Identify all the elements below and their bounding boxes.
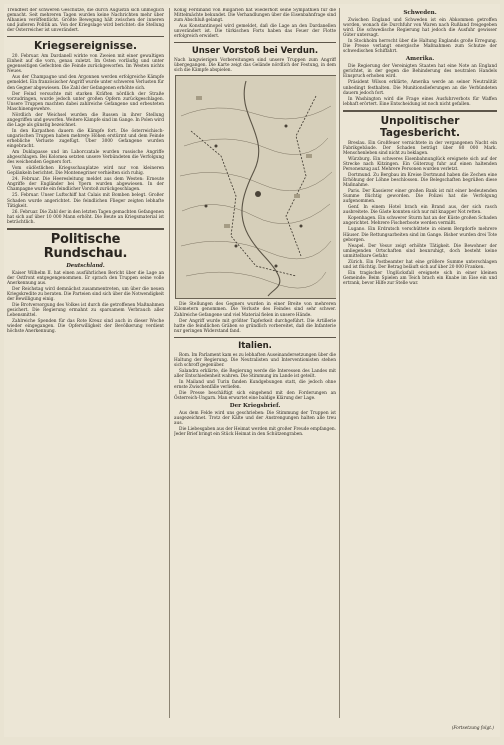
map-illustration xyxy=(176,76,336,298)
paragraph: Vom südöstlichen Kriegsschauplatze wird nur von kleineren Geplänkeln berichtet. Die Montenegriner verhielten sich ruhig. xyxy=(7,166,164,177)
divider xyxy=(174,42,336,43)
divider xyxy=(7,36,164,37)
section-heading-schweden: Schweden. xyxy=(403,10,437,16)
paragraph: Zahlreiche Spenden für das Rote Kreuz sind auch in dieser Woche wieder eingegangen. Die Opferwilligkeit der Bevölkerung verdient höchste Anerkennung. xyxy=(7,319,164,335)
map-verdun xyxy=(175,75,336,299)
paragraph: Ein tragischer Unglücksfall ereignete sich in einer kleinen Gemeinde: Beim Spielen am Teich brach ein Knabe im Eise ein und ertrank, bevor Hilfe zur Stelle war. xyxy=(343,270,497,286)
intro-text xyxy=(7,8,164,33)
map-heading: Unser Vorstoß bei Verdun. xyxy=(191,46,319,57)
paragraph: Am Duklapasse und im Laborczatale wurden russische Angriffe abgeschlagen. Bei Kolomea setzten unsere Verbündeten die Verfolgung des weichenden Gegners fort. xyxy=(7,150,164,166)
newspaper-page xyxy=(4,4,500,737)
rundschau-body xyxy=(7,271,164,335)
divider xyxy=(7,228,164,230)
kriegsbrief-body xyxy=(174,411,336,437)
kriegsereignisse-body xyxy=(7,54,164,225)
paragraph: Trendfest der schweren Geschütze, die durch Augustin sich unmöglich gemacht. Seit mehreren Tagen wurden keine Nachrichten mehr über Albanien veröffentlicht. Größte Bewegung hält zwischen der inneren und äußeren Politik an. Von der Kriegslage wird berichtet: die Stellung der Österreicher ist unverändert. xyxy=(7,8,164,34)
paragraph: Rom. Im Parlament kam es zu lebhaften Auseinandersetzungen über die Haltung der Regierung. Die Neutralisten und Interventionisten stehen sich schroff gegenüber. xyxy=(174,352,336,368)
paragraph: Dortmund. Zu Bergbau im Kreise Dortmund haben die Zechen eine Erhöhung der Löhne beschlossen. Die Belegschaften begrüßen diese Maßnahme. xyxy=(343,172,497,189)
paragraph: Paris. Der Kassierer einer großen Bank ist mit einer bedeutenden Summe flüchtig geworden. Die Polizei hat die Verfolgung aufgenommen. xyxy=(343,189,497,205)
paragraph: Der Reichstag wird demnächst zusammentreten, um über die neuen Kriegskredite zu beraten. Die Parteien sind sich über die Notwendigkeit der Bewilligung einig. xyxy=(7,286,164,302)
paragraph: 24. Februar. Die Heeresleitung meldet aus dem Westen: Erneute Angriffe der Engländer bei Ypern wurden abgewiesen. In der Champagne wurde ein feindlicher Vorstoß zurückgeschlagen. xyxy=(7,177,164,193)
intro-text xyxy=(174,8,336,39)
paragraph: Nach langwierigen Vorbereitungen sind unsere Truppen zum Angriff übergegangen. Die Karte zeigt das Gelände nördlich der Festung, in dem sich die Kämpfe abspielen. xyxy=(174,58,336,74)
paragraph: Genf. In einem Hotel brach ein Brand aus, der sich rasch ausbreitete. Die Gäste konnten sich nur mit knapper Not retten. xyxy=(343,205,497,216)
continuation-note: (Fortsetzung folgt.) xyxy=(451,726,494,731)
column-left xyxy=(7,8,164,720)
paragraph: König Ferdinand von Bulgarien hat wiederholt seine Sympathien für die Mittelmächte bekundet. Die Verhandlungen über die Eisenbahnfrage sind zum Abschluß gelangt. xyxy=(174,8,336,24)
paragraph: Aus der Champagne und den Argonnen werden erfolgreiche Kämpfe gemeldet. Ein französischer Angriff wurde unter schweren Verlusten für den Gegner abgewiesen. Die Zahl der Gefangenen erhöhte sich. xyxy=(7,75,164,91)
schweden-body xyxy=(343,18,497,54)
column-middle xyxy=(174,8,336,720)
tagesbericht-body xyxy=(343,141,497,286)
paragraph: Die Stellungen des Gegners wurden in einer Breite von mehreren Kilometern genommen. Die Verluste des Feindes sind sehr schwer. Zahlreiche Gefangene und viel Material fielen in unsere Hände. xyxy=(174,302,336,318)
paragraph: 20. Februar. Am Dardanell wirkte von Zweien mit einer gewaltigen Einheit auf die vorn, genau zuletzt. Im Osten vorläufig und unter gegenseitigen Gefechten die Feinde zurückgeworfen. Im Westen nichts Neues. xyxy=(7,54,164,75)
divider xyxy=(174,337,336,338)
column-rule xyxy=(339,8,340,718)
column-rule xyxy=(169,8,170,718)
paragraph: Zwischen England und Schweden ist ein Abkommen getroffen worden, wonach die Durchfuhr von Waren nach Rußland freigegeben wird. Die schwedische Regierung hat jedoch die Ausfuhr gewisser Güter untersagt. xyxy=(343,18,497,39)
paragraph: Kaiser Wilhelm II. hat einen ausführlichen Bericht über die Lage an der Ostfront entgegengenommen. Er sprach den Truppen seine volle Anerkennung aus. xyxy=(7,270,164,286)
paragraph: Neapel. Der Vesuv zeigt erhöhte Tätigkeit. Die Bewohner der umliegenden Ortschaften sind beunruhigt, doch besteht keine unmittelbare Gefahr. xyxy=(343,243,497,259)
amerika-body xyxy=(343,64,497,106)
divider xyxy=(343,110,497,112)
paragraph: 25. Februar. Unser Luftschiff hat Calais mit Bomben belegt. Großer Schaden wurde angerichtet. Die feindlichen Flieger zeigten lebhafte Tätigkeit. xyxy=(7,193,164,209)
section-heading-tagesbericht: Unpolitischer Tagesbericht. xyxy=(380,114,460,139)
column-right xyxy=(343,8,497,720)
paragraph: Breslau. Ein Großfeuer vernichtete in der vergangenen Nacht ein Fabrikgebäude. Der Schaden beträgt über 80 000 Mark. Menschenleben sind nicht zu beklagen. xyxy=(343,140,497,156)
paragraph: Die Liebesgaben aus der Heimat werden mit großer Freude empfangen. Jeder Brief bringt ein Stück Heimat in den Schützengraben. xyxy=(174,427,336,438)
paragraph: Zürich. Ein Postbeamter hat eine größere Summe unterschlagen und ist flüchtig. Der Betrag beläuft sich auf über 20 000 Franken. xyxy=(343,259,497,270)
paragraph: Aus Konstantinopel wird gemeldet, daß die Lage an den Dardanellen unverändert ist. Die türkischen Forts haben das Feuer der Flotte erfolgreich erwidert. xyxy=(174,24,336,40)
paragraph: Aus dem Felde wird uns geschrieben: Die Stimmung der Truppen ist ausgezeichnet. Trotz der Kälte und der Anstrengungen halten alle treu aus. xyxy=(174,411,336,427)
paragraph: Die Presse beschäftigt sich eingehend mit den Forderungen an Österreich-Ungarn. Man erwartet eine baldige Klärung der Lage. xyxy=(174,391,336,402)
section-heading-italien: Italien. xyxy=(238,340,272,351)
map-caption xyxy=(174,58,336,73)
paragraph: In Mailand und Turin fanden Kundgebungen statt, die jedoch ohne ernste Zwischenfälle verliefen. xyxy=(174,379,336,390)
paragraph: In Washington wird die Frage eines Ausfuhrverbots für Waffen lebhaft erörtert. Eine Entscheidung ist noch nicht gefallen. xyxy=(343,96,497,107)
paragraph: Die Brotversorgung des Volkes ist durch die getroffenen Maßnahmen gesichert. Die Regierung ermahnt zu sparsamem Verbrauch aller Lebensmittel. xyxy=(7,303,164,319)
paragraph: In Stockholm herrscht über die Haltung Englands große Erregung. Die Presse verlangt energische Maßnahmen zum Schutze der schwedischen Schiffahrt. xyxy=(343,39,497,55)
paragraph: Präsident Wilson erklärte, Amerika werde an seiner Neutralität unbedingt festhalten. Die Munitionslieferungen an die Verbündeten dauern jedoch fort. xyxy=(343,80,497,96)
italien-body xyxy=(174,353,336,401)
subheading-deutschland: Deutschland. xyxy=(66,262,105,269)
paragraph: In den Karpathen dauern die Kämpfe fort. Die österreichisch-ungarischen Truppen haben mehrere Höhen erstürmt und dem Feinde erhebliche Verluste zugefügt. Über 3000 Gefangene wurden eingebracht. xyxy=(7,128,164,150)
section-heading-kriegsbrief: Der Kriegsbrief. xyxy=(229,403,281,410)
paragraph: Würzburg. Ein schweres Eisenbahnunglück ereignete sich auf der Strecke nach Kitzingen. Ein Güterzug fuhr auf einen haltenden Personenzug auf. Mehrere Personen wurden verletzt. xyxy=(343,156,497,172)
paragraph: Die Regierung der Vereinigten Staaten hat eine Note an England gerichtet, in der gegen die Behinderung des neutralen Handels Einspruch erhoben wird. xyxy=(343,64,497,80)
paragraph: Lugano. Ein Erdrutsch verschüttete in einem Bergdorfe mehrere Häuser. Die Rettungsarbeiten sind im Gange. Bisher wurden drei Tote geborgen. xyxy=(343,227,497,243)
paragraph: Der Feind versuchte mit starken Kräften nördlich der Straße vorzudringen, wurde jedoch unter großen Opfern zurückgeschlagen. Unsere Truppen machten dabei zahlreiche Gefangene und erbeuteten Maschinengewehre. xyxy=(7,91,164,112)
paragraph: Der Angriff wurde mit größter Tapferkeit durchgeführt. Die Artillerie hatte die feindlichen Gräben so gründlich vorbereitet, daß die Infanterie nur geringen Widerstand fand. xyxy=(174,318,336,334)
paragraph: Kopenhagen. Ein schwerer Sturm hat an der Küste großen Schaden angerichtet. Mehrere Fischerboote werden vermißt. xyxy=(343,216,497,227)
section-heading-kriegsereignisse: Kriegsereignisse. xyxy=(33,40,138,53)
section-heading-rundschau: Politische Rundschau. xyxy=(43,231,128,261)
paragraph: 26. Februar. Die Zahl der in den letzten Tagen gemachten Gefangenen hat sich auf über 10 000 Mann erhöht. Die Beute an Kriegsmaterial ist beträchtlich. xyxy=(7,209,164,225)
paragraph: Salandra erklärte, die Regierung werde die Interessen des Landes mit aller Entschiedenheit wahren. Die Stimmung im Lande ist geteilt. xyxy=(174,368,336,379)
map-text xyxy=(174,302,336,333)
paragraph: Nördlich der Weichsel wurden die Russen in ihrer Stellung angegriffen und geworfen. Weitere Kämpfe sind im Gange. In Polen wird die Lage als günstig bezeichnet. xyxy=(7,112,164,128)
subheading-amerika: Amerika. xyxy=(405,56,435,63)
